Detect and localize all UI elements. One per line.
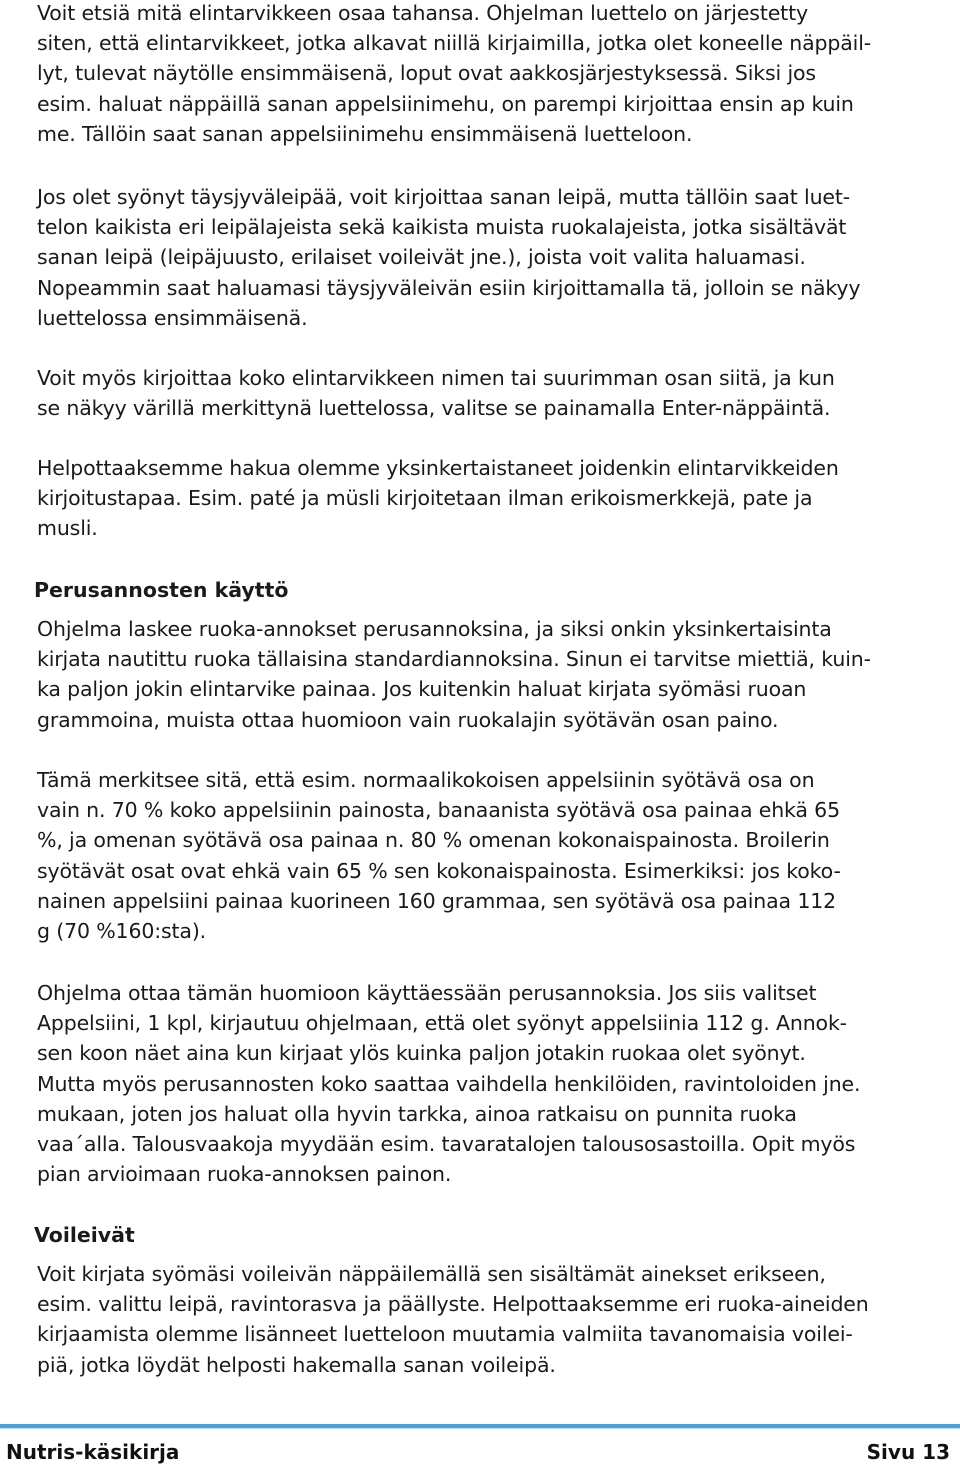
paragraph-portion-size — [37, 978, 860, 1189]
text-line: musli. — [37, 516, 98, 541]
text-line: nainen appelsiini painaa kuorineen 160 grammaa, sen syötävä osa painaa 112 — [37, 888, 837, 913]
text-line: vain n. 70 % koko appelsiinin painosta, banaanista syötävä osa painaa ehkä 65 — [37, 798, 840, 823]
text-line: kirjaamista olemme lisänneet luetteloon muutamia valmiita tavanomaisia voilei- — [37, 1322, 853, 1347]
text-line: Appelsiini, 1 kpl, kirjautuu ohjelmaan, että olet syönyt appelsiinia 112 g. Annok- — [37, 1011, 847, 1036]
text-line: Tämä merkitsee sitä, että esim. normaalikokoisen appelsiinin syötävä osa on — [37, 768, 815, 792]
paragraph-search-order — [37, 0, 871, 149]
text-line: lyt, tulevat näytölle ensimmäisenä, loput ovat aakkosjärjestyksessä. Siksi jos — [37, 61, 816, 86]
paragraph-sandwiches — [37, 1259, 869, 1380]
text-line: Helpottaaksemme hakua olemme yksinkertaistaneet joidenkin elintarvikkeiden — [37, 456, 839, 480]
text-line: Ohjelma ottaa tämän huomioon käyttäessään perusannoksia. Jos siis valitset — [37, 981, 817, 1005]
text-line: siten, että elintarvikkeet, jotka alkavat niillä kirjaimilla, jotka olet koneelle näppäil- — [37, 31, 871, 56]
text-line: Mutta myös perusannosten koko saattaa vaihdella henkilöiden, ravintoloiden jne. — [37, 1071, 861, 1096]
section-heading-base-portions: Perusannosten käyttö — [34, 578, 289, 602]
text-line: mukaan, joten jos haluat olla hyvin tarkka, ainoa ratkaisu on punnita ruoka — [37, 1101, 797, 1126]
text-line: g (70 %160:sta). — [37, 919, 207, 944]
text-line: piä, jotka löydät helposti hakemalla sanan voileipä. — [37, 1352, 556, 1377]
text-line: se näkyy värillä merkittynä luettelossa, valitse se painamalla Enter-näppäintä. — [37, 396, 831, 421]
text-line: esim. valittu leipä, ravintorasva ja päällyste. Helpottaaksemme eri ruoka-aineiden — [37, 1292, 869, 1317]
text-line: telon kaikista eri leipälajeista sekä kaikista muista ruokalajeista, jotka sisältävät — [37, 215, 847, 240]
paragraph-bread-example — [37, 182, 860, 333]
text-line: Voit myös kirjoittaa koko elintarvikkeen nimen tai suurimman osan siitä, ja kun — [37, 366, 835, 390]
text-line: Ohjelma laskee ruoka-annokset perusannoksina, ja siksi onkin yksinkertaisinta — [37, 617, 832, 641]
footer-page-number: Sivu 13 — [866, 1440, 950, 1464]
text-line: %, ja omenan syötävä osa painaa n. 80 % omenan kokonaispainosta. Broilerin — [37, 828, 830, 853]
text-line: Nopeammin saat haluamasi täysjyväleivän esiin kirjoittamalla tä, jolloin se näkyy — [37, 275, 861, 300]
text-line: pian arvioimaan ruoka-annoksen painon. — [37, 1162, 452, 1187]
text-line: Voit kirjata syömäsi voileivän näppäilemällä sen sisältämät ainekset erikseen, — [37, 1262, 826, 1286]
text-line: kirjata nautittu ruoka tällaisina standardiannoksina. Sinun ei tarvitse miettiä, kuin- — [37, 647, 871, 672]
text-line: Jos olet syönyt täysjyväleipää, voit kirjoittaa sanan leipä, mutta tällöin saat luet- — [37, 185, 851, 209]
text-line: grammoina, muista ottaa huomioon vain ruokalajin syötävän osan paino. — [37, 707, 779, 732]
paragraph-base-portions — [37, 614, 871, 735]
paragraph-simplified-spelling — [37, 453, 839, 544]
text-line: syötävät osat ovat ehkä vain 65 % sen kokonaispainosta. Esimerkiksi: jos koko- — [37, 858, 841, 883]
section-heading-sandwiches: Voileivät — [34, 1223, 135, 1247]
text-line: sen koon näet aina kun kirjaat ylös kuinka paljon jotakin ruokaa olet syönyt. — [37, 1041, 806, 1066]
text-line: ka paljon jokin elintarvike painaa. Jos kuitenkin haluat kirjata syömäsi ruoan — [37, 677, 807, 702]
footer-rule — [0, 1424, 960, 1428]
text-line: esim. haluat näppäillä sanan appelsiinimehu, on parempi kirjoittaa ensin ap kuin — [37, 91, 854, 116]
text-line: Voit etsiä mitä elintarvikkeen osaa tahansa. Ohjelman luettelo on järjestetty — [37, 1, 808, 25]
text-line: vaa´alla. Talousvaakoja myydään esim. tavaratalojen talousosastoilla. Opit myös — [37, 1132, 856, 1157]
paragraph-edible-portion — [37, 765, 841, 946]
paragraph-enter-key — [37, 363, 835, 423]
footer-title: Nutris-käsikirja — [6, 1440, 180, 1464]
text-line: me. Tällöin saat sanan appelsiinimehu ensimmäisenä luetteloon. — [37, 121, 693, 146]
text-line: kirjoitustapaa. Esim. paté ja müsli kirjoitetaan ilman erikoismerkkejä, pate ja — [37, 486, 813, 511]
text-line: sanan leipä (leipäjuusto, erilaiset voileivät jne.), joista voit valita haluamasi. — [37, 245, 806, 270]
text-line: luettelossa ensimmäisenä. — [37, 305, 308, 330]
